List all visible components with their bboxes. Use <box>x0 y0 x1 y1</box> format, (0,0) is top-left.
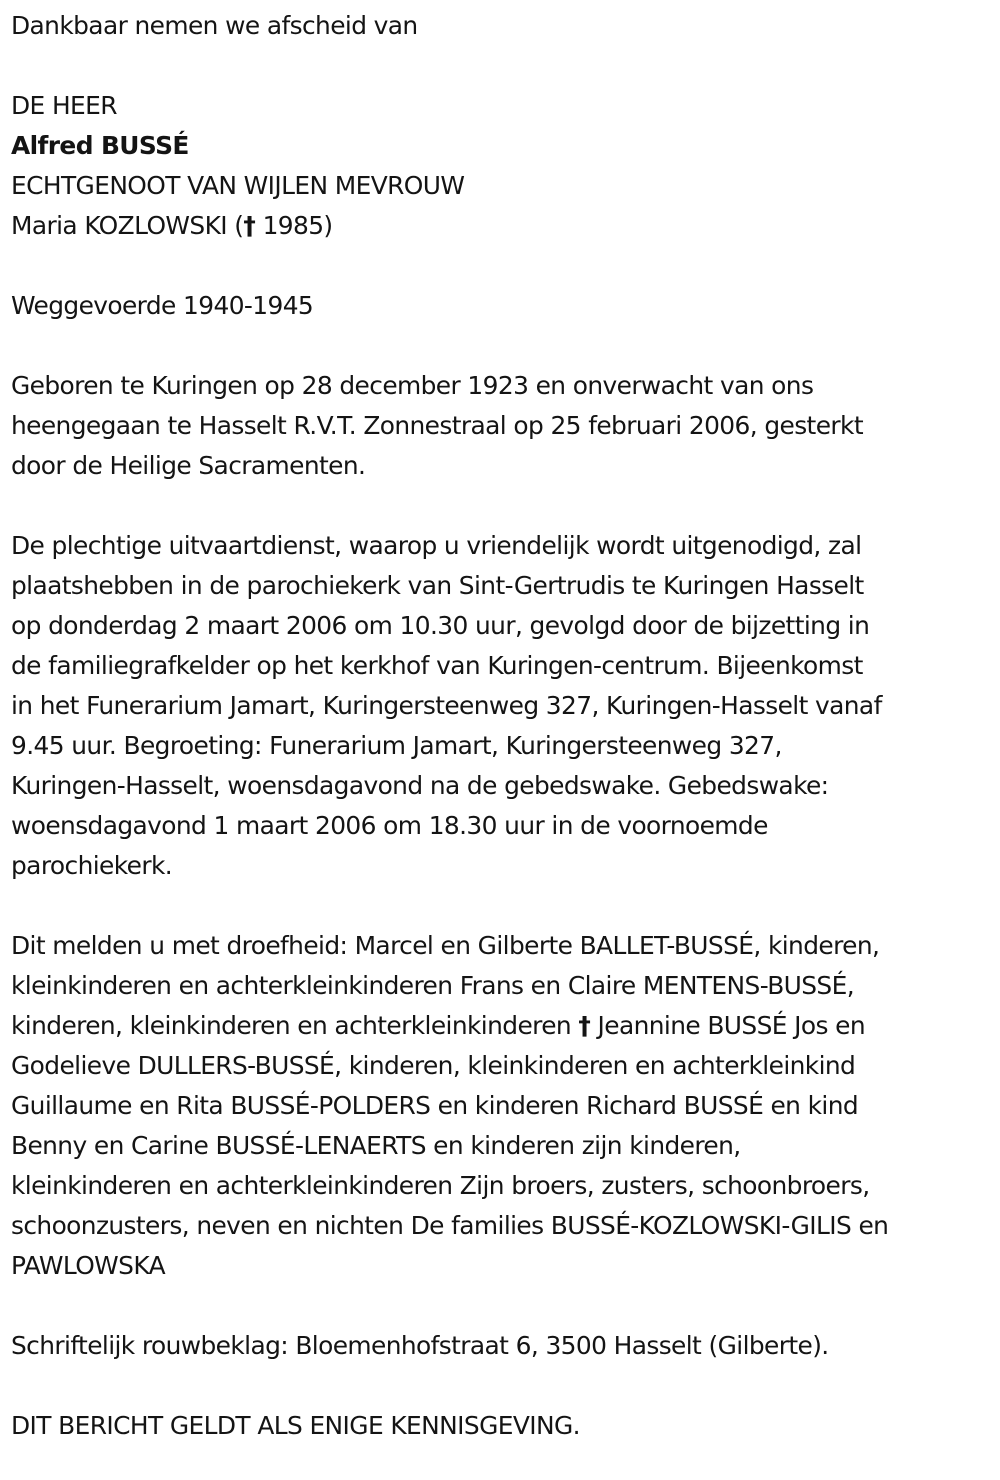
birth-death-line: Geboren te Kuringen op 28 december 1923 en onverwacht van ons <box>11 371 814 400</box>
spacer <box>11 1366 996 1406</box>
family-line: PAWLOWSKA <box>11 1251 165 1280</box>
family-text: kinderen, kleinkinderen en achterkleinkinderen <box>11 1011 579 1040</box>
birth-death-paragraph <box>11 366 996 486</box>
spouse-name: Maria KOZLOWSKI ( <box>11 211 244 240</box>
family-line <box>11 1006 996 1046</box>
family-line: Godelieve DULLERS-BUSSÉ, kinderen, kleinkinderen en achterkleinkind <box>11 1051 856 1080</box>
funeral-line: 9.45 uur. Begroeting: Funerarium Jamart, Kuringersteenweg 327, <box>11 731 782 760</box>
funeral-paragraph <box>11 526 996 886</box>
family-line: Guillaume en Rita BUSSÉ-POLDERS en kinderen Richard BUSSÉ en kind <box>11 1091 859 1120</box>
family-line: kleinkinderen en achterkleinkinderen Zijn broers, zusters, schoonbroers, <box>11 1171 870 1200</box>
funeral-line: parochiekerk. <box>11 851 173 880</box>
deported-text: Weggevoerde 1940-1945 <box>11 291 314 320</box>
funeral-line: op donderdag 2 maart 2006 om 10.30 uur, gevolgd door de bijzetting in <box>11 611 870 640</box>
spacer <box>11 246 996 286</box>
cross-icon: † <box>578 1011 591 1040</box>
obituary-notice <box>11 6 996 1446</box>
notice-text: DIT BERICHT GELDT ALS ENIGE KENNISGEVING. <box>11 1411 580 1440</box>
family-line: schoonzusters, neven en nichten De families BUSSÉ-KOZLOWSKI-GILIS en <box>11 1211 889 1240</box>
funeral-line: in het Funerarium Jamart, Kuringersteenweg 327, Kuringen-Hasselt vanaf <box>11 691 882 720</box>
spouse-death-year: 1985) <box>255 211 333 240</box>
title-prefix: DE HEER <box>11 91 117 120</box>
family-line: kleinkinderen en achterkleinkinderen Frans en Claire MENTENS-BUSSÉ, <box>11 971 855 1000</box>
funeral-line: plaatshebben in de parochiekerk van Sint-Gertrudis te Kuringen Hasselt <box>11 571 864 600</box>
birth-death-line: heengegaan te Hasselt R.V.T. Zonnestraal op 25 februari 2006, gesterkt <box>11 411 863 440</box>
family-paragraph <box>11 926 996 1286</box>
spacer <box>11 886 996 926</box>
spouse-name-line <box>11 206 996 246</box>
cross-icon: † <box>243 211 256 240</box>
spacer <box>11 486 996 526</box>
spouse-line: ECHTGENOOT VAN WIJLEN MEVROUW <box>11 171 465 200</box>
birth-death-line: door de Heilige Sacramenten. <box>11 451 366 480</box>
spacer <box>11 1286 996 1326</box>
condolences-address: Schriftelijk rouwbeklag: Bloemenhofstraat 6, 3500 Hasselt (Gilberte). <box>11 1331 829 1360</box>
family-text: Jeannine BUSSÉ Jos en <box>590 1011 866 1040</box>
family-line: Dit melden u met droefheid: Marcel en Gilberte BALLET-BUSSÉ, kinderen, <box>11 931 880 960</box>
family-line: Benny en Carine BUSSÉ-LENAERTS en kinderen zijn kinderen, <box>11 1131 741 1160</box>
funeral-line: Kuringen-Hasselt, woensdagavond na de gebedswake. Gebedswake: <box>11 771 829 800</box>
funeral-line: woensdagavond 1 maart 2006 om 18.30 uur in de voornoemde <box>11 811 768 840</box>
intro-text: Dankbaar nemen we afscheid van <box>11 11 418 40</box>
funeral-line: De plechtige uitvaartdienst, waarop u vriendelijk wordt uitgenodigd, zal <box>11 531 862 560</box>
spacer <box>11 326 996 366</box>
funeral-line: de familiegrafkelder op het kerkhof van Kuringen-centrum. Bijeenkomst <box>11 651 863 680</box>
deceased-name: Alfred BUSSÉ <box>11 131 189 160</box>
spacer <box>11 46 996 86</box>
